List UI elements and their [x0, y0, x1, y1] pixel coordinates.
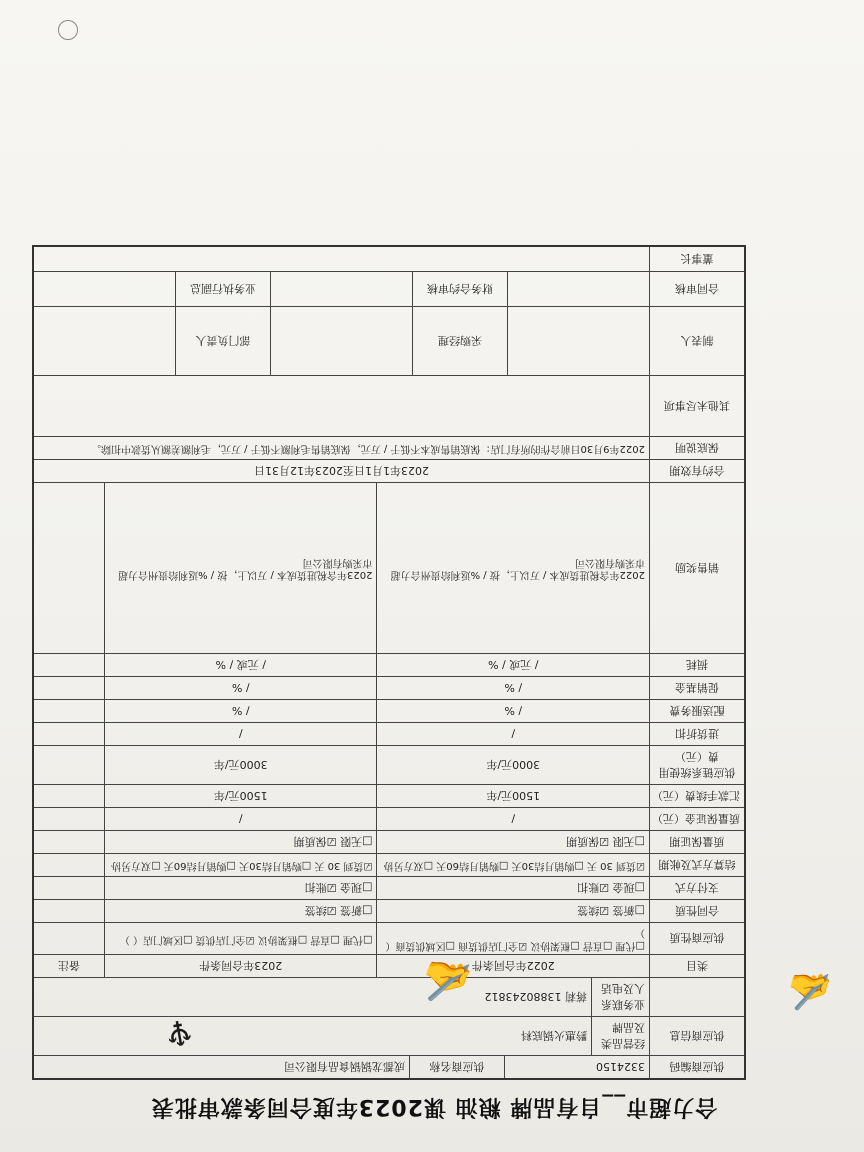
contract-nature-2023: □新签 ☑续签: [104, 900, 377, 922]
row-chairman: [34, 247, 744, 271]
deposit-label: 质量保证金（元）: [649, 808, 744, 830]
row-loss: [34, 653, 744, 676]
system-fee-label: 供应链系统使用费（元）: [649, 746, 744, 784]
contact-value: 蒋莉 13880243812: [484, 990, 587, 1003]
settlement-2023: ☑货到 30 天 □购销月结30天 □购销月结60天 □双方另协: [104, 854, 377, 876]
note-empty-10: [34, 700, 104, 722]
row-supplier-nature: [34, 922, 744, 954]
note-empty-11: [34, 677, 104, 699]
supplier-code-label: 供应商编码: [649, 1056, 744, 1078]
row-discount: [34, 722, 744, 745]
preparer-signature: ♆: [160, 1009, 198, 1055]
supplier-code-value: 3324150: [504, 1056, 649, 1078]
sales-reward-2023: 2023年含税进货成本 / 万以上，按 / %返利给贵州合力超市采购有限公司: [104, 483, 377, 653]
system-fee-2023: 3000元/年: [104, 746, 377, 784]
row-deposit: [34, 807, 744, 830]
discount-label: 进货折扣: [649, 723, 744, 745]
purchase-manager-signature-cell: [270, 307, 412, 375]
note-empty-5: [34, 831, 104, 853]
dept-head-signature-cell: [34, 307, 175, 375]
contract-2023-label: 2023年合同条件: [104, 955, 377, 977]
supplier-info-label: 供应商信息: [649, 1017, 744, 1055]
dept-head-label: 部门负责人: [175, 307, 270, 375]
contact-label: 业务联系人及电话: [591, 978, 649, 1016]
payment-2023: □现金 ☑账扣: [104, 877, 377, 899]
note-empty-7: [34, 785, 104, 807]
contract-nature-2022: □新签 ☑续签: [377, 900, 650, 922]
quality-2022: □无限 ☑保质期: [377, 831, 650, 853]
payment-2022: □现金 ☑账扣: [377, 877, 650, 899]
remittance-2023: 1500元/年: [104, 785, 377, 807]
deposit-2022: /: [377, 808, 650, 830]
payment-label: 支付方式: [649, 877, 744, 899]
discount-2022: /: [377, 723, 650, 745]
note-empty-4: [34, 854, 104, 876]
settlement-label: 结算方式及帐期: [649, 854, 744, 876]
contract-review-cell: [507, 272, 649, 306]
note-empty-6: [34, 808, 104, 830]
row-sales-reward: [34, 482, 744, 653]
note-empty-13: [34, 483, 104, 653]
contract-2022-label: 2022年合同条件: [377, 955, 650, 977]
preparer-signature-cell: [507, 307, 649, 375]
items-label: 类目: [649, 955, 744, 977]
note-empty-1: [34, 923, 104, 954]
row-settlement: [34, 853, 744, 876]
row-promo: [34, 676, 744, 699]
finance-review-cell: [270, 272, 412, 306]
loss-label: 损耗: [649, 654, 744, 676]
chairman-cell: [34, 247, 649, 271]
note-empty-12: [34, 654, 104, 676]
supplier-nature-2022: □代理 □直营 □框架协议 ☑全门店供货商 □区域供货商（ ）: [377, 923, 650, 954]
row-other: [34, 375, 744, 436]
finance-review-label: 财务合约审核: [412, 272, 507, 306]
supplier-nature-label: 供应商性质: [649, 923, 744, 954]
purchase-manager-signature: ✍: [422, 956, 476, 1006]
page-title: 合力超市__自有品牌 粮油 课2023年度合同条款审批表: [150, 1094, 718, 1119]
row-supplier-code: [34, 1055, 744, 1078]
promo-label: 促销基金: [649, 677, 744, 699]
deposit-2023: /: [104, 808, 377, 830]
preparer-label: 制表人: [649, 307, 744, 375]
row-delivery: [34, 699, 744, 722]
contract-review-label: 合同审核: [649, 272, 744, 306]
note-label: 备注: [58, 959, 80, 972]
page-mark-icon: [58, 20, 78, 40]
contract-period-label: 合约有效期: [649, 460, 744, 482]
guarantee-value: 2022年9月30日前合作的所有门店：保底销售成本不低于 / 万元，保底销售毛利额不低于 / 万元，毛利额差额从货款中扣除。: [91, 443, 645, 455]
note-empty-8: [34, 746, 104, 784]
category-label: 经营品类及品牌: [591, 1017, 649, 1055]
sales-reward-2022: 2022年含税进货成本 / 万以上，按 / %返利给贵州合力超市采购有限公司: [377, 483, 650, 653]
delivery-label: 配送服务费: [649, 700, 744, 722]
remittance-2022: 1500元/年: [377, 785, 650, 807]
note-empty-2: [34, 900, 104, 922]
department-head-signature: ✍: [788, 969, 835, 1012]
row-supplier-info: [34, 1016, 744, 1055]
row-approvals-1: [34, 306, 744, 375]
loss-2022: / 元或 / %: [377, 654, 650, 676]
contract-nature-label: 合同性质: [649, 900, 744, 922]
note-empty-3: [34, 877, 104, 899]
sales-reward-label: 销售奖励: [649, 483, 744, 653]
promo-2023: / %: [104, 677, 377, 699]
row-system-fee: [34, 745, 744, 784]
approval-table: [32, 245, 746, 1080]
settlement-2022: ☑货到 30 天 □购销月结30天 □购销月结60天 □双方另协: [377, 854, 650, 876]
delivery-2023: / %: [104, 700, 377, 722]
row-contract-nature: [34, 899, 744, 922]
quality-label: 质量保证期: [649, 831, 744, 853]
category-value: 黔惠火锅底料: [521, 1029, 587, 1042]
note-empty-9: [34, 723, 104, 745]
row-contract-period: [34, 459, 744, 482]
contract-period-value: 2023年1月1日至2023年12月31日: [254, 464, 429, 477]
discount-2023: /: [104, 723, 377, 745]
quality-2023: □无限 ☑保质期: [104, 831, 377, 853]
row-headers: [34, 954, 744, 977]
remittance-label: 汇款手续费（元）: [649, 785, 744, 807]
guarantee-label: 保底说明: [649, 437, 744, 459]
row-guarantee: [34, 436, 744, 459]
other-label: 其他未尽事项: [649, 376, 744, 436]
supplier-nature-2023: □代理 □直营 □框架协议 ☑全门店供货 □区域门店（ ）: [104, 923, 377, 954]
row-remittance: [34, 784, 744, 807]
promo-2022: / %: [377, 677, 650, 699]
supplier-name-label: 供应商名称: [409, 1056, 504, 1078]
blank-contact-label: [649, 978, 744, 1016]
other-value: [34, 376, 649, 436]
row-payment: [34, 876, 744, 899]
system-fee-2022: 3000元/年: [377, 746, 650, 784]
chairman-label: 董事长: [649, 247, 744, 271]
vp-label: 业务执行副总: [175, 272, 270, 306]
row-quality: [34, 830, 744, 853]
vp-cell: [34, 272, 175, 306]
row-approvals-2: [34, 271, 744, 306]
loss-2023: / 元或 / %: [104, 654, 377, 676]
row-contact: [34, 977, 744, 1016]
delivery-2022: / %: [377, 700, 650, 722]
supplier-name-value: 成都龙锅锅食品有限公司: [284, 1060, 405, 1073]
purchase-manager-label: 采购经理: [412, 307, 507, 375]
